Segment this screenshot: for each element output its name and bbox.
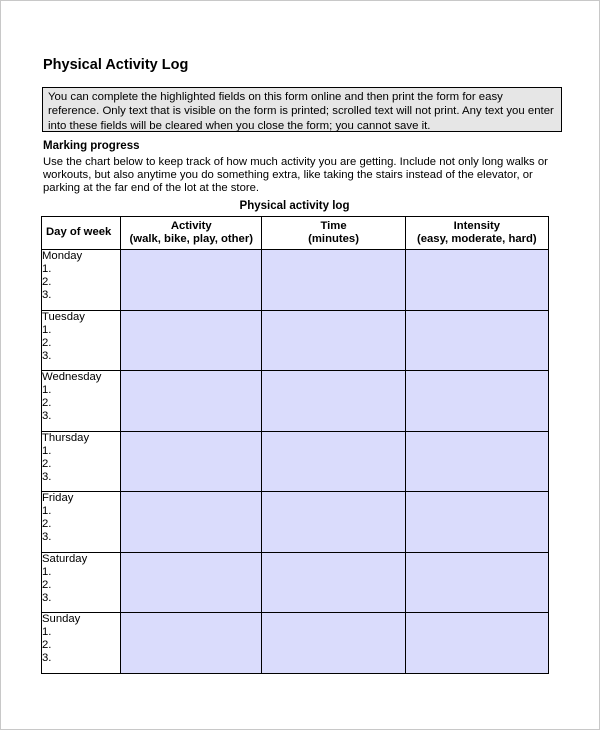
day-label: Wednesday xyxy=(42,371,102,383)
activity-field[interactable] xyxy=(121,371,262,432)
header-activity-hint: (walk, bike, play, other) xyxy=(129,233,253,245)
day-cell xyxy=(42,310,121,371)
table-row xyxy=(42,552,549,613)
entry-number: 2. xyxy=(42,578,52,591)
time-field[interactable] xyxy=(262,492,405,553)
entry-number: 1. xyxy=(42,444,52,457)
entry-number: 2. xyxy=(42,518,52,530)
header-time-title: Time xyxy=(320,219,347,232)
header-time xyxy=(262,217,405,250)
entry-number: 1. xyxy=(42,263,52,275)
day-cell xyxy=(42,371,121,432)
entry-number: 3. xyxy=(42,349,52,362)
header-intensity xyxy=(405,217,548,250)
intensity-field[interactable] xyxy=(405,552,548,613)
entry-number: 3. xyxy=(42,591,52,604)
day-label: Sunday xyxy=(42,613,81,625)
header-activity xyxy=(121,217,262,250)
day-cell xyxy=(42,492,121,553)
intensity-field[interactable] xyxy=(405,250,548,311)
header-time-hint: (minutes) xyxy=(308,233,359,245)
time-field[interactable] xyxy=(262,613,405,674)
header-day xyxy=(42,217,121,250)
time-field[interactable] xyxy=(262,250,405,311)
time-field[interactable] xyxy=(262,310,405,371)
activity-field[interactable] xyxy=(121,250,262,311)
time-field[interactable] xyxy=(262,552,405,613)
activity-field[interactable] xyxy=(121,431,262,492)
time-field[interactable] xyxy=(262,371,405,432)
entry-number: 3. xyxy=(42,410,52,422)
day-cell xyxy=(42,613,121,674)
entry-number: 1. xyxy=(42,323,52,336)
day-cell xyxy=(42,431,121,492)
entry-number: 2. xyxy=(42,639,52,651)
entry-number: 3. xyxy=(42,470,52,483)
entry-number: 1. xyxy=(42,565,52,578)
day-cell xyxy=(42,250,121,311)
day-label: Tuesday xyxy=(42,310,85,323)
day-cell xyxy=(42,552,121,613)
header-activity-title: Activity xyxy=(170,219,212,232)
header-row xyxy=(42,217,549,250)
instructions-notice-box: You can complete the highlighted fields on this form online and then print the form for easy reference. Only text that is visible on the form is printed; scrolled text will not print. Any text you enter into these fields will be cleared when you close the form; you cannot save it. xyxy=(42,87,562,132)
entry-number: 1. xyxy=(42,626,52,638)
table-caption: Physical activity log xyxy=(239,200,350,212)
entry-number: 1. xyxy=(42,384,52,396)
instructions-text: Use the chart below to keep track of how much activity you are getting. Include not only long walks or workouts, but also anytime you do something extra, like taking the stairs instead of the elevator, or parking at the far end of the lot at the store. xyxy=(43,156,548,195)
intensity-field[interactable] xyxy=(405,613,548,674)
header-intensity-hint: (easy, moderate, hard) xyxy=(416,233,537,245)
section-heading: Marking progress xyxy=(43,140,140,152)
time-field[interactable] xyxy=(262,431,405,492)
entry-number: 1. xyxy=(42,505,52,517)
table-row xyxy=(42,431,549,492)
intensity-field[interactable] xyxy=(405,431,548,492)
day-label: Monday xyxy=(42,250,83,262)
intensity-field[interactable] xyxy=(405,492,548,553)
activity-field[interactable] xyxy=(121,552,262,613)
page-title: Physical Activity Log xyxy=(43,57,189,73)
entry-number: 2. xyxy=(42,276,52,288)
day-label: Thursday xyxy=(42,431,90,444)
table-row xyxy=(42,613,549,674)
header-intensity-title: Intensity xyxy=(453,219,501,232)
entry-number: 3. xyxy=(42,289,52,301)
table-row xyxy=(42,492,549,553)
table-row xyxy=(42,250,549,311)
header-day-label: Day of week xyxy=(46,226,112,239)
activity-field[interactable] xyxy=(121,492,262,553)
entry-number: 2. xyxy=(42,336,52,349)
activity-log-table xyxy=(41,216,549,674)
entry-number: 2. xyxy=(42,457,52,470)
activity-field[interactable] xyxy=(121,310,262,371)
day-label: Friday xyxy=(42,492,74,504)
entry-number: 3. xyxy=(42,531,52,543)
entry-number: 2. xyxy=(42,397,52,409)
table-row xyxy=(42,310,549,371)
activity-field[interactable] xyxy=(121,613,262,674)
intensity-field[interactable] xyxy=(405,371,548,432)
intensity-field[interactable] xyxy=(405,310,548,371)
table-row xyxy=(42,371,549,432)
entry-number: 3. xyxy=(42,652,52,664)
day-label: Saturday xyxy=(42,552,88,565)
